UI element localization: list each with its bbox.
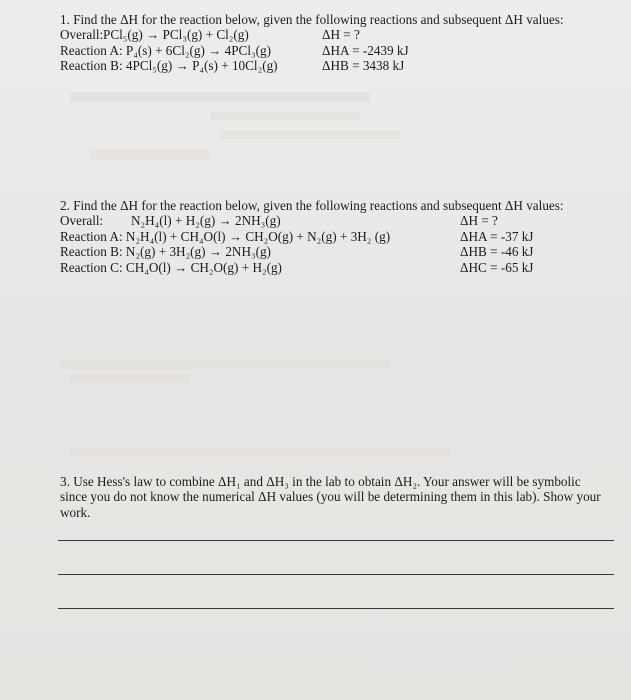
answer-line-2[interactable] bbox=[58, 574, 614, 575]
q2-prompt: 2. Find the ΔH for the reaction below, given the following reactions and subsequent ΔH values: bbox=[60, 198, 564, 213]
q2-reaction-b: Reaction B: N₂(g) + 3H₂(g) → 2NH₃(g) bbox=[60, 244, 271, 260]
q1-reaction-a: Reaction A: P₄(s) + 6Cl₂(g) → 4PCl₃(g) bbox=[60, 42, 271, 58]
q1-overall-dh: ΔH = ? bbox=[322, 27, 360, 43]
q2-overall-label: Overall: bbox=[60, 213, 104, 229]
q2-reaction-c: Reaction C: CH₄O(l) → CH₂O(g) + H₂(g) bbox=[60, 259, 282, 275]
q2-reaction-c-dh: ΔHC = -65 kJ bbox=[460, 259, 534, 275]
q1-reaction-b: Reaction B: 4PCl₅(g) → P₄(s) + 10Cl₂(g) bbox=[60, 58, 278, 74]
q2-overall-dh: ΔH = ? bbox=[460, 213, 498, 229]
question-3: 3. Use Hess's law to combine ΔH₁ and ΔH₃ in the lab to obtain ΔH₂. Your answer will be symbolic since you do not know the numerical ΔH values (you will be determining them in this lab). Show your work. bbox=[60, 474, 601, 520]
q1-overall-equation: PCl₅(g) → PCl₃(g) + Cl₂(g) bbox=[103, 27, 249, 43]
question-1 bbox=[60, 12, 620, 74]
q1-prompt: 1. Find the ΔH for the reaction below, given the following reactions and subsequent ΔH values: bbox=[60, 12, 564, 27]
q2-overall-equation: N₂H₄(l) + H₂(g) → 2NH₃(g) bbox=[131, 213, 281, 229]
q1-overall-label: Overall: bbox=[60, 27, 104, 43]
q2-reaction-a: Reaction A: N₂H₄(l) + CH₄O(l) → CH₂O(g) + N₂(g) + 3H₂ (g) bbox=[60, 228, 391, 244]
q1-reaction-b-dh: ΔHB = 3438 kJ bbox=[322, 58, 405, 74]
q2-reaction-a-dh: ΔHA = -37 kJ bbox=[460, 228, 534, 244]
q2-reaction-b-dh: ΔHB = -46 kJ bbox=[460, 244, 534, 260]
q1-reaction-a-dh: ΔHA = -2439 kJ bbox=[322, 42, 409, 58]
answer-line-3[interactable] bbox=[58, 608, 614, 609]
question-2 bbox=[60, 198, 625, 275]
answer-line-1[interactable] bbox=[58, 540, 614, 541]
